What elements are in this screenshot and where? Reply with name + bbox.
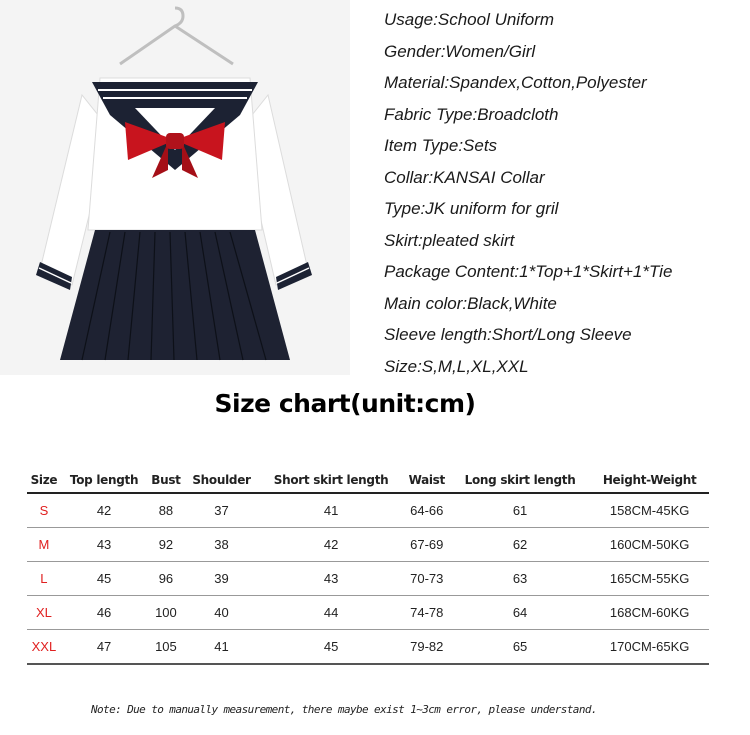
cell-top-length: 42 — [61, 493, 148, 528]
header-size: Size — [27, 467, 61, 493]
cell-waist: 74-78 — [404, 596, 450, 630]
cell-bust: 96 — [147, 562, 184, 596]
size-table — [27, 467, 709, 665]
cell-long-skirt-length: 63 — [450, 562, 590, 596]
spec-item-type: Item Type:Sets — [384, 136, 498, 155]
spec-fabric-type: Fabric Type:Broadcloth — [384, 104, 559, 124]
size-chart-title: Size chart(unit:cm) — [214, 389, 476, 418]
header-long-skirt-length: Long skirt length — [450, 467, 590, 493]
cell-long-skirt-length: 62 — [450, 528, 590, 562]
cell-bust: 100 — [147, 596, 184, 630]
spec-sleeve-length: Sleeve length:Short/Long Sleeve — [384, 325, 632, 344]
cell-waist: 64-66 — [404, 493, 450, 528]
measurement-note: Note: Due to manually measurement, there maybe exist 1~3cm error, please understand. — [91, 703, 597, 716]
cell-size: S — [27, 493, 61, 528]
cell-height-weight: 170CM-65KG — [590, 630, 709, 665]
table-header-row — [27, 467, 709, 493]
cell-height-weight: 165CM-55KG — [590, 562, 709, 596]
cell-height-weight: 168CM-60KG — [590, 596, 709, 630]
header-top-length: Top length — [61, 467, 148, 493]
product-photo — [0, 0, 350, 375]
header-height-weight: Height-Weight — [590, 467, 709, 493]
cell-bust: 88 — [147, 493, 184, 528]
cell-height-weight: 160CM-50KG — [590, 528, 709, 562]
cell-top-length: 46 — [61, 596, 148, 630]
spec-skirt: Skirt:pleated skirt — [384, 230, 515, 250]
spec-usage: Usage:School Uniform — [384, 10, 555, 29]
cell-short-skirt-length: 44 — [258, 596, 403, 630]
cell-short-skirt-length: 41 — [258, 493, 403, 528]
cell-short-skirt-length: 45 — [258, 630, 403, 665]
cell-short-skirt-length: 42 — [258, 528, 403, 562]
cell-shoulder: 41 — [185, 630, 259, 665]
header-bust: Bust — [147, 467, 184, 493]
cell-short-skirt-length: 43 — [258, 562, 403, 596]
cell-long-skirt-length: 61 — [450, 493, 590, 528]
cell-shoulder: 38 — [185, 528, 259, 562]
cell-waist: 79-82 — [404, 630, 450, 665]
spec-package-content: Package Content:1*Top+1*Skirt+1*Tie — [384, 262, 673, 281]
spec-size: Size:S,M,L,XL,XXL — [384, 356, 529, 376]
header-shoulder: Shoulder — [185, 467, 259, 493]
cell-top-length: 47 — [61, 630, 148, 665]
cell-waist: 70-73 — [404, 562, 450, 596]
spec-gender: Gender:Women/Girl — [384, 41, 536, 61]
cell-waist: 67-69 — [404, 528, 450, 562]
cell-bust: 92 — [147, 528, 184, 562]
cell-shoulder: 40 — [185, 596, 259, 630]
spec-collar: Collar:KANSAI Collar — [384, 167, 545, 187]
spec-type: Type:JK uniform for gril — [384, 199, 559, 218]
cell-size: M — [27, 528, 61, 562]
cell-shoulder: 39 — [185, 562, 259, 596]
table-row — [27, 630, 709, 665]
table-row — [27, 528, 709, 562]
cell-size: L — [27, 562, 61, 596]
cell-bust: 105 — [147, 630, 184, 665]
spec-material: Material:Spandex,Cotton,Polyester — [384, 73, 647, 92]
cell-height-weight: 158CM-45KG — [590, 493, 709, 528]
cell-top-length: 43 — [61, 528, 148, 562]
table-row — [27, 493, 709, 528]
cell-size: XL — [27, 596, 61, 630]
header-waist: Waist — [404, 467, 450, 493]
uniform-illustration — [0, 0, 350, 375]
table-row — [27, 562, 709, 596]
table-row — [27, 596, 709, 630]
cell-shoulder: 37 — [185, 493, 259, 528]
cell-long-skirt-length: 64 — [450, 596, 590, 630]
spec-main-color: Main color:Black,White — [384, 293, 557, 313]
cell-top-length: 45 — [61, 562, 148, 596]
header-short-skirt-length: Short skirt length — [258, 467, 403, 493]
cell-long-skirt-length: 65 — [450, 630, 590, 665]
cell-size: XXL — [27, 630, 61, 665]
spec-list — [384, 8, 672, 386]
